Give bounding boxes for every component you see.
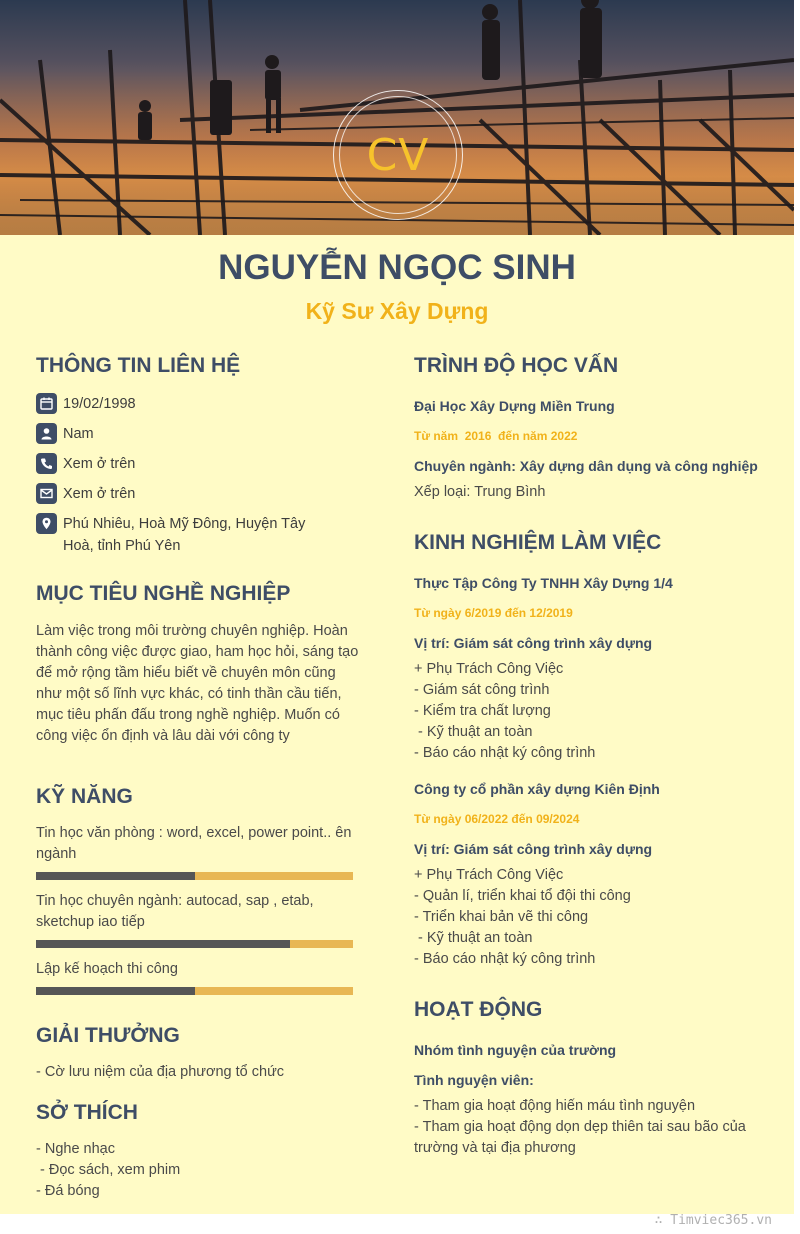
job-company: Thực Tập Công Ty TNHH Xây Dựng 1/4 — [414, 575, 673, 591]
job-period: Từ ngày 06/2022 đến 09/2024 — [414, 812, 580, 826]
contact-phone-row — [36, 453, 135, 475]
phone-icon — [36, 453, 57, 474]
job-duty: - Giám sát công trình — [414, 682, 550, 698]
contact-birthday-row — [36, 393, 136, 415]
hobby-item: - Nghe nhạc — [36, 1141, 115, 1157]
activity-group: Nhóm tình nguyện của trường — [414, 1042, 617, 1058]
job-position: Vị trí: Giám sát công trình xây dựng — [414, 841, 653, 857]
contact-email-row — [36, 483, 135, 505]
skill-label: Tin học chuyên ngành: autocad, sap , etab, sketchup iao tiếp — [36, 893, 314, 930]
skill-level-bar — [36, 872, 353, 880]
contact-address-row — [36, 513, 326, 557]
header-banner-image — [0, 0, 794, 235]
education-period: Từ năm 2016 đến năm 2022 — [414, 429, 578, 443]
email-text: Xem ở trên — [63, 486, 136, 502]
calendar-icon — [36, 393, 57, 414]
job-period: Từ ngày 6/2019 đến 12/2019 — [414, 606, 573, 620]
skill-label: Lập kế hoạch thi công — [36, 961, 178, 977]
activity-role: Tình nguyện viên: — [414, 1072, 534, 1088]
job-company: Công ty cổ phần xây dựng Kiên Định — [414, 781, 660, 797]
job-duty: - Báo cáo nhật ký công trình — [414, 951, 596, 967]
job-duty: - Kỹ thuật an toàn — [414, 930, 533, 946]
job-duty: - Kỹ thuật an toàn — [414, 724, 533, 740]
education-section-title: TRÌNH ĐỘ HỌC VẤN — [414, 354, 619, 377]
job-position: Vị trí: Giám sát công trình xây dựng — [414, 635, 653, 651]
activity-item: - Tham gia hoạt động hiến máu tình nguyện — [414, 1098, 696, 1114]
job-duty: - Triển khai bản vẽ thi công — [414, 909, 589, 925]
skill-level-bar — [36, 987, 353, 995]
candidate-name: NGUYỄN NGỌC SINH — [218, 248, 576, 287]
cv-badge-text: CV — [366, 129, 430, 181]
skill-level-fill — [36, 940, 290, 948]
contact-gender-row — [36, 423, 94, 445]
birthday-text: 19/02/1998 — [63, 396, 136, 412]
hobby-item: - Đọc sách, xem phim — [36, 1162, 181, 1178]
email-icon — [36, 483, 57, 504]
job-duty: - Báo cáo nhật ký công trình — [414, 745, 596, 761]
contact-section-title: THÔNG TIN LIÊN HỆ — [36, 354, 241, 377]
phone-text: Xem ở trên — [63, 456, 136, 472]
skills-section-title: KỸ NĂNG — [36, 785, 133, 808]
skill-level-bar — [36, 940, 353, 948]
education-rank: Xếp loại: Trung Bình — [414, 484, 546, 500]
education-major: Chuyên ngành: Xây dựng dân dụng và công nghiệp — [414, 458, 758, 474]
skill-label: Tin học văn phòng : word, excel, power point.. ên ngành — [36, 825, 352, 862]
gender-text: Nam — [63, 426, 94, 442]
address-text: Phú Nhiêu, Hoà Mỹ Đông, Huyện Tây Hoà, tỉnh Phú Yên — [63, 516, 306, 554]
job-duty: + Phụ Trách Công Việc — [414, 867, 564, 883]
hobby-item: - Đá bóng — [36, 1183, 100, 1199]
awards-section-title: GIẢI THƯỞNG — [36, 1024, 180, 1047]
watermark-footer: ∴ Timviec365.vn — [654, 1213, 772, 1228]
cv-badge — [333, 90, 463, 220]
job-duty: - Kiểm tra chất lượng — [414, 703, 551, 719]
experience-section-title: KINH NGHIỆM LÀM VIỆC — [414, 531, 662, 554]
awards-text: - Cờ lưu niệm của địa phương tổ chức — [36, 1064, 285, 1080]
activity-item: - Tham gia hoạt động dọn dẹp thiên tai sau bão của trường và tại địa phương — [414, 1119, 746, 1156]
objective-section-title: MỤC TIÊU NGHỀ NGHIỆP — [36, 582, 291, 605]
user-icon — [36, 423, 57, 444]
school-name: Đại Học Xây Dựng Miền Trung — [414, 398, 615, 414]
activities-section-title: HOẠT ĐỘNG — [414, 998, 543, 1021]
skill-level-fill — [36, 872, 195, 880]
location-pin-icon — [36, 513, 57, 534]
job-title: Kỹ Sư Xây Dựng — [305, 298, 489, 324]
skill-level-fill — [36, 987, 195, 995]
job-duty: - Quản lí, triển khai tổ đội thi công — [414, 888, 631, 904]
job-duty: + Phụ Trách Công Việc — [414, 661, 564, 677]
hobbies-section-title: SỞ THÍCH — [36, 1101, 138, 1124]
objective-text: Làm việc trong môi trường chuyên nghiệp. Hoàn thành công việc được giao, ham học hỏi, sáng tạo để mở rộng tầm hiểu biết về chuyên môn cũng như một số lĩnh vực khác, có tinh thần cầu tiến, mục tiêu phấn đấu trong nghề nghiệp. Muốn có công việc ổn định và lâu dài với công ty — [36, 623, 359, 744]
